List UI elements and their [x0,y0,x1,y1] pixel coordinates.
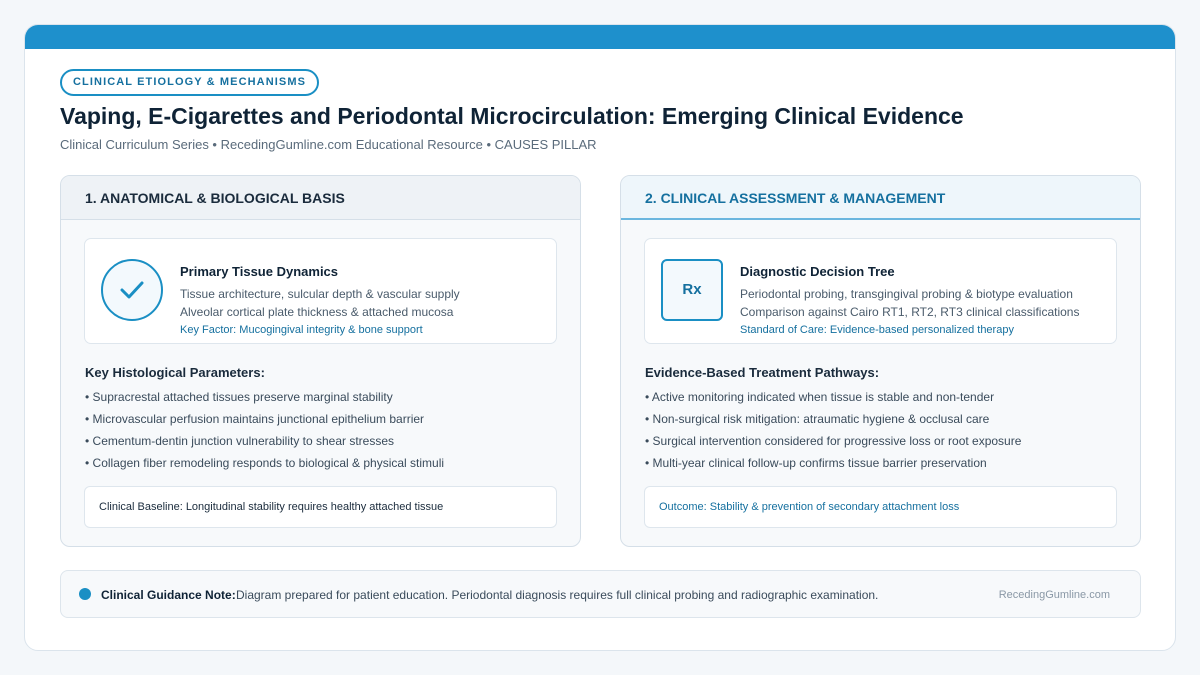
top-accent-bar [25,25,1175,49]
list-item: • Collagen fiber remodeling responds to biological & physical stimuli [85,452,444,474]
dot-icon [79,588,91,600]
tile-line: Periodontal probing, transgingival probing & biotype evaluation [740,287,1073,301]
note-text: Diagram prepared for patient education. Periodontal diagnosis requires full clinical probing and radiographic examination. [236,588,879,602]
tile-key-factor: Standard of Care: Evidence-based personalized therapy [740,324,1014,336]
tile-line: Tissue architecture, sulcular depth & vascular supply [180,287,460,301]
panel-heading: 2. CLINICAL ASSESSMENT & MANAGEMENT [621,176,1140,220]
section-label: Evidence-Based Treatment Pathways: [645,365,880,380]
panel-footer: Outcome: Stability & prevention of secondary attachment loss [644,486,1117,528]
note-label: Clinical Guidance Note: [101,588,236,602]
panel-clinical-assessment [620,175,1141,547]
panel-footer: Clinical Baseline: Longitudinal stability requires healthy attached tissue [84,486,557,528]
info-tile [644,238,1117,344]
info-tile [84,238,557,344]
list-item: • Active monitoring indicated when tissue is stable and non-tender [645,386,1021,408]
list-item: • Cementum-dentin junction vulnerability to shear stresses [85,430,444,452]
bullet-list [645,386,1021,474]
content-card [24,24,1176,651]
tile-key-factor: Key Factor: Mucogingival integrity & bone support [180,324,423,336]
list-item: • Multi-year clinical follow-up confirms tissue barrier preservation [645,452,1021,474]
tile-title: Diagnostic Decision Tree [740,264,895,279]
page-subtitle: Clinical Curriculum Series • RecedingGumline.com Educational Resource • CAUSES PILLAR [60,137,597,152]
brand-watermark: RecedingGumline.com [998,589,1110,601]
tile-title: Primary Tissue Dynamics [180,264,339,279]
list-item: • Non-surgical risk mitigation: atraumatic hygiene & occlusal care [645,408,1021,430]
tile-line: Alveolar cortical plate thickness & attached mucosa [180,305,454,319]
guidance-note [60,570,1141,618]
rx-icon: Rx [661,259,723,321]
section-label: Key Histological Parameters: [85,365,265,380]
bullet-list [85,386,444,474]
list-item: • Surgical intervention considered for progressive loss or root exposure [645,430,1021,452]
page-title: Vaping, E-Cigarettes and Periodontal Microcirculation: Emerging Clinical Evidence [60,103,964,129]
list-item: • Microvascular perfusion maintains junctional epithelium barrier [85,408,444,430]
tile-line: Comparison against Cairo RT1, RT2, RT3 clinical classifications [740,305,1080,319]
list-item: • Supracrestal attached tissues preserve marginal stability [85,386,444,408]
panel-anatomical-basis [60,175,581,547]
panel-heading: 1. ANATOMICAL & BIOLOGICAL BASIS [61,176,580,220]
category-pill: CLINICAL ETIOLOGY & MECHANISMS [60,69,319,96]
check-icon [101,259,163,321]
